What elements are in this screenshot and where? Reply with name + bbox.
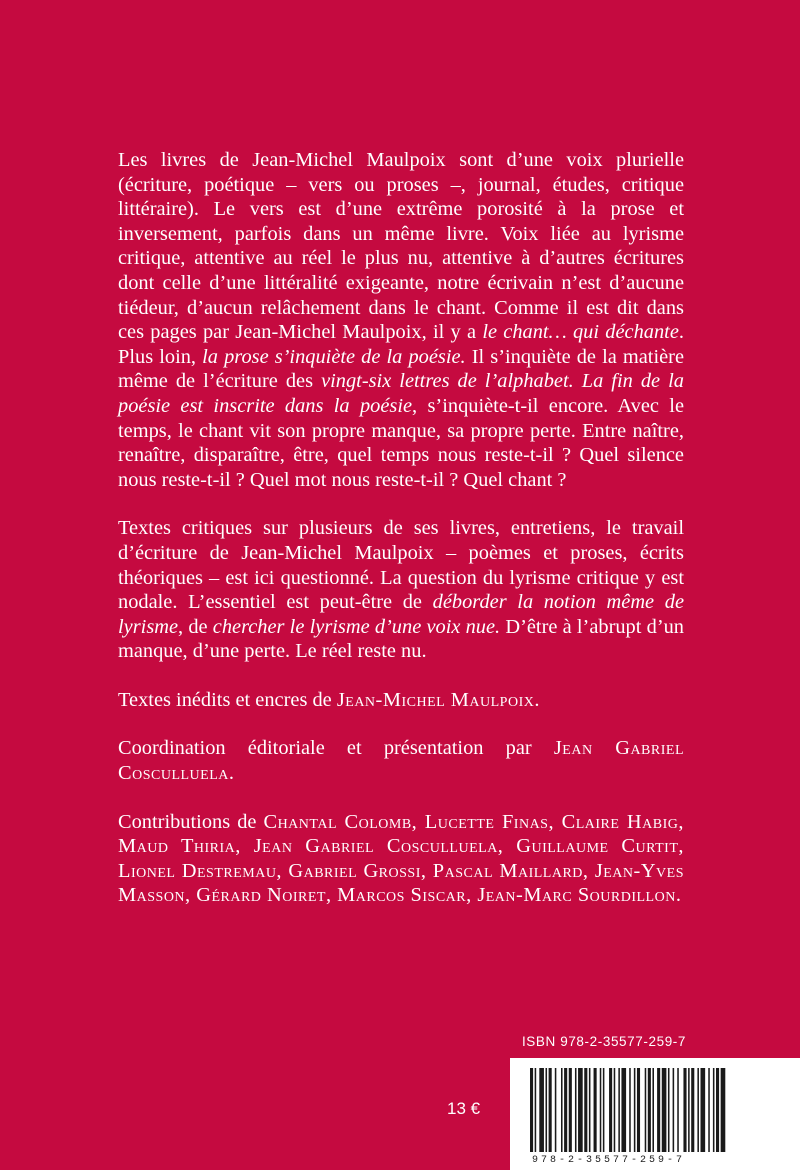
barcode-bar [546,1068,548,1152]
barcode-bar [618,1068,620,1152]
italic-run: chercher le lyrisme d’une voix nue. [212,615,501,638]
italic-run: vingt-six lettres de l’alphabet. La fin de la poésie est inscrite dans la poésie [118,370,684,417]
text-run: , s’inquiète-t-il encore. Avec le temps, le chant vit son propre manque, sa propre perte. Entre naître, renaître, disparaître, être, quel temps nous reste-t-il ? Quel silence nous reste-t-il ? Quel mot nous reste-t-il ? Quel chant ? [118,394,684,491]
text-run: Textes inédits et encres de [118,688,337,711]
text-run: Il s’inquiète de la matière même de l’écriture des [118,345,684,393]
paragraph-critical-texts [118,516,684,664]
text-run: Textes critiques sur plusieurs de ses livres, entretiens, le travail d’écriture de Jean-Michel Maulpoix – poèmes et proses, écrits théoriques – est ici questionné. La question du lyrisme critique y est nodale. L’essentiel est peut-être de [118,517,684,614]
name-run: Jean Gabriel Cosculluela [118,737,684,785]
barcode-bar [634,1068,636,1152]
paragraph-contributors [118,810,684,908]
text-run: . [675,884,681,907]
italic-run: le chant… qui déchante [482,321,679,344]
barcode-bar [629,1068,631,1152]
barcode-bar [697,1068,699,1152]
italic-run: la prose s’inquiète de la poésie. [202,345,466,368]
barcode-bar [652,1068,654,1152]
barcode-bar [688,1068,690,1152]
barcode-bar [600,1068,602,1152]
text-run: D’être à l’abrupt d’un manque, d’une perte. Le réel reste nu. [118,615,684,663]
price-label: 13 € [447,1099,481,1118]
barcode-bar [716,1068,719,1152]
barcode-bar [648,1068,651,1152]
barcode-bar [683,1068,686,1152]
barcode-bar [589,1068,591,1152]
barcode-bar [530,1068,533,1152]
barcode-bar [535,1068,537,1152]
barcode-bar [621,1068,626,1152]
text-run: . Plus loin, [118,321,684,368]
paragraph-intro [118,148,684,492]
name-run: Jean-Michel Maulpoix [336,688,535,711]
back-cover-text [118,148,684,932]
barcode-number: 978-2-35577-259-7 [532,1155,686,1166]
italic-run: déborder la notion même de lyrisme [118,591,685,638]
barcode-bar [701,1068,706,1152]
barcode-bar [677,1068,679,1152]
barcode-bar [549,1068,552,1152]
text-run: . [534,688,540,711]
text-run: Coordination éditoriale et présentation par [118,737,554,760]
barcode-bar [614,1068,616,1152]
barcode-bar [578,1068,583,1152]
barcode-area [510,1058,800,1170]
barcode-bar [603,1068,605,1152]
barcode-bar [564,1068,567,1152]
text-run: , de [178,615,213,638]
barcode-bar [668,1068,670,1152]
barcode-bar [691,1068,694,1152]
barcode-bar [662,1068,667,1152]
text-run: . [228,762,234,785]
barcode-bar [645,1068,647,1152]
isbn-label: ISBN 978-2-35577-259-7 [521,1034,686,1049]
barcode-bar [673,1068,675,1152]
name-run: Chantal Colomb, Lucette Finas, Claire Habig, Maud Thiria, Jean Gabriel Cosculluela, Guillaume Curtit, Lionel Destremau, Gabriel Grossi, Pascal Maillard, Jean-Yves Masson, Gérard Noiret, Marcos Siscar, Jean-Marc Sourdillon [118,810,684,907]
text-run: Les livres de Jean-Michel Maulpoix sont d’une voix plurielle (écriture, poétique – vers ou proses –, journal, études, critique littéraire). Le vers est d’une extrême porosité à la prose et inversement, parfois dans un même livre. Voix liée au lyrisme critique, attentive au réel le plus nu, attentive à d’autres écritures dont celle d’une littéralité exigeante, notre écrivain n’est d’aucune tiédeur, d’aucun relâchement dans le chant. Comme il est dit dans ces pages par Jean-Michel Maulpoix, il y a [118,149,684,344]
barcode-bar [708,1068,710,1152]
barcode-bar [539,1068,544,1152]
text-run: Contributions de [118,810,264,833]
barcode-bar [721,1068,726,1152]
barcode-bar [657,1068,660,1152]
barcode-bar [555,1068,557,1152]
barcode-bar [584,1068,587,1152]
barcode-bar [561,1068,563,1152]
barcode-bar [609,1068,612,1152]
barcode-bar [713,1068,715,1152]
paragraph-coordination [118,736,684,785]
paragraph-unpublished-texts [118,688,684,713]
barcode-bar [594,1068,597,1152]
barcode-bar [637,1068,640,1152]
barcode-icon [526,1068,782,1154]
barcode-bar [569,1068,572,1152]
barcode-bar [575,1068,577,1152]
